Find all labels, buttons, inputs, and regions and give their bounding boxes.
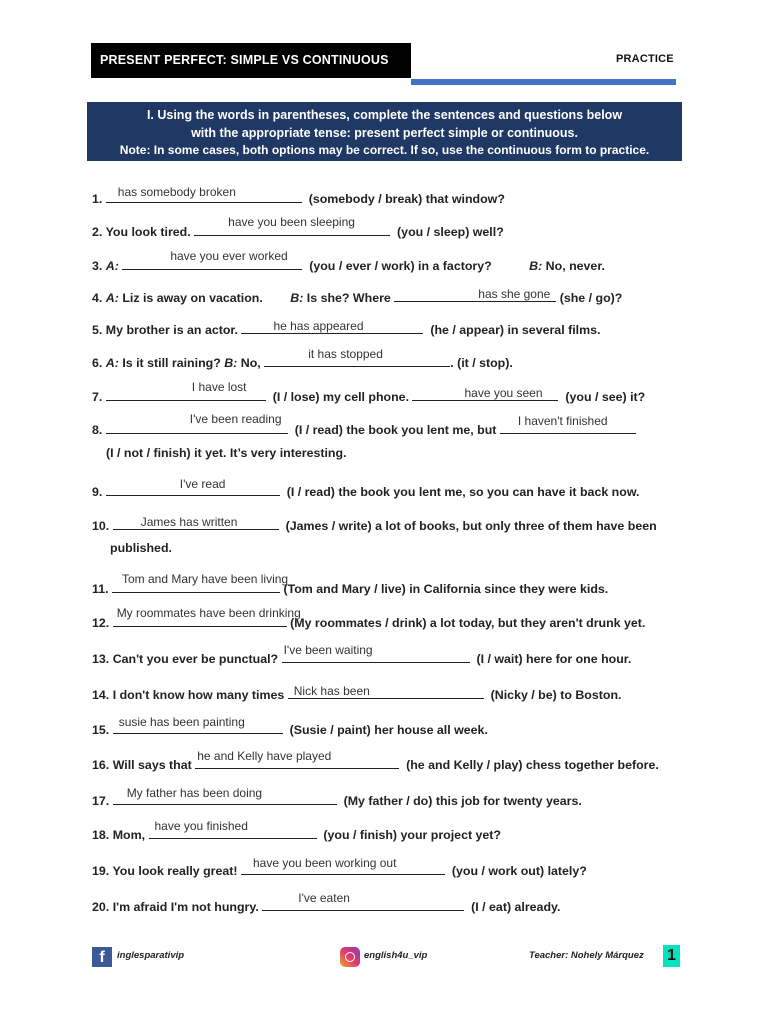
- question-8: [92, 412, 636, 437]
- question-text: Will says that: [112, 758, 192, 772]
- question-text: (I / wait) here for one hour.: [476, 652, 632, 666]
- question-10: [92, 516, 657, 533]
- question-2: [92, 215, 504, 239]
- question-11: [92, 572, 609, 596]
- speaker-a: A:: [105, 356, 119, 370]
- question-8-continued: (I / not / finish) it yet. It’s very interesting.: [106, 446, 347, 460]
- answer-blank[interactable]: [149, 819, 317, 839]
- question-12: [92, 606, 646, 630]
- answer-blank[interactable]: [106, 412, 288, 434]
- instructions-line-1: I. Using the words in parentheses, complete the sentences and questions below: [146, 108, 623, 122]
- question-19: [92, 856, 587, 878]
- question-10-continued: published.: [110, 541, 172, 555]
- question-13: [92, 643, 632, 666]
- question-number: 11.: [92, 582, 109, 596]
- facebook-icon: f: [92, 947, 112, 967]
- answer-text: he has appeared: [273, 319, 364, 333]
- question-20: [92, 891, 561, 914]
- question-text: (you / ever / work) in a factory?: [309, 259, 492, 273]
- header-divider: [411, 79, 676, 85]
- question-text: Liz is away on vacation.: [122, 291, 263, 305]
- answer-text: I've read: [179, 477, 226, 491]
- question-text: (I / read) the book you lent me, but: [294, 423, 497, 437]
- answer-blank[interactable]: [194, 215, 390, 236]
- answer-blank[interactable]: [106, 185, 302, 203]
- question-14: [92, 685, 621, 702]
- question-number: 7.: [92, 390, 103, 404]
- answer-blank[interactable]: [113, 606, 301, 627]
- question-text: (I / read) the book you lent me, so you can have it back now.: [286, 485, 640, 499]
- facebook-handle: inglesparativip: [117, 950, 185, 961]
- answer-text: have you seen: [464, 386, 543, 400]
- question-text: (he and Kelly / play) chess together before.: [406, 758, 659, 772]
- question-text: My brother is an actor.: [105, 323, 238, 337]
- question-number: 17.: [92, 794, 110, 808]
- instructions-line-2: with the appropriate tense: present perfect simple or continuous.: [191, 126, 578, 140]
- question-text: (he / appear) in several films.: [430, 323, 601, 337]
- question-17: [92, 786, 582, 808]
- question-number: 9.: [92, 485, 103, 499]
- answer-text: has she gone: [478, 287, 551, 301]
- question-text: (she / go)?: [559, 291, 623, 305]
- question-text: Is it still raining?: [122, 356, 221, 370]
- answer-text: My father has been doing: [126, 786, 263, 800]
- answer-text: it has stopped: [308, 347, 383, 361]
- question-number: 14.: [92, 688, 110, 702]
- answer-text: I haven't finished: [517, 414, 608, 428]
- answer-blank[interactable]: [122, 249, 302, 270]
- question-text: (you / sleep) well?: [397, 225, 504, 239]
- answer-blank-2[interactable]: [500, 414, 636, 434]
- answer-blank[interactable]: [106, 380, 266, 401]
- answer-blank-2[interactable]: [412, 387, 558, 401]
- instagram-icon: [340, 947, 360, 967]
- answer-text: I have lost: [191, 380, 247, 394]
- question-text: (Susie / paint) her house all week.: [289, 723, 488, 737]
- question-4: [92, 288, 622, 305]
- speaker-a: A:: [105, 259, 119, 273]
- question-9: [92, 477, 640, 499]
- answer-text: he and Kelly have played: [197, 749, 332, 763]
- question-number: 12.: [92, 616, 110, 630]
- speaker-b: B:: [224, 356, 238, 370]
- teacher-name: Teacher: Nohely Márquez: [529, 950, 644, 961]
- answer-blank[interactable]: [195, 749, 399, 769]
- answer-text: I've been waiting: [283, 643, 373, 657]
- question-text: I don't know how many times: [112, 688, 285, 702]
- question-16: [92, 749, 659, 772]
- question-text: No, never.: [545, 259, 605, 273]
- question-text: (you / see) it?: [565, 390, 646, 404]
- question-text: (I / eat) already.: [471, 900, 561, 914]
- answer-text: James has written: [140, 515, 238, 529]
- answer-blank[interactable]: [394, 288, 556, 302]
- answer-blank[interactable]: [241, 320, 423, 334]
- question-text: I'm afraid I'm not hungry.: [112, 900, 259, 914]
- instructions-note: Note: In some cases, both options may be correct. If so, use the continuous form to practice.: [119, 143, 650, 157]
- question-7: [92, 380, 646, 404]
- question-number: 5.: [92, 323, 103, 337]
- question-number: 19.: [92, 864, 110, 878]
- speaker-b: B:: [529, 259, 543, 273]
- speaker-a: A:: [105, 291, 119, 305]
- question-number: 6.: [92, 356, 103, 370]
- answer-blank[interactable]: [106, 477, 280, 496]
- question-number: 4.: [92, 291, 103, 305]
- question-number: 2.: [92, 225, 103, 239]
- answer-blank[interactable]: [113, 516, 279, 530]
- answer-text: have you been sleeping: [228, 215, 355, 229]
- answer-blank[interactable]: [282, 643, 470, 663]
- answer-blank[interactable]: [288, 685, 484, 699]
- page-number: 1: [663, 945, 680, 967]
- question-text: (I / lose) my cell phone.: [272, 390, 410, 404]
- question-number: 15.: [92, 723, 110, 737]
- question-18: [92, 819, 502, 842]
- question-text: (James / write) a lot of books, but only three of them have been: [285, 519, 657, 533]
- question-number: 3.: [92, 259, 103, 273]
- answer-blank[interactable]: [113, 715, 283, 734]
- question-3: [92, 249, 605, 273]
- answer-text: Tom and Mary have been living: [122, 572, 289, 586]
- question-number: 16.: [92, 758, 110, 772]
- question-text: (My roommates / drink) a lot today, but they aren't drunk yet.: [290, 616, 646, 630]
- question-6: [92, 347, 513, 370]
- question-text: . (it / stop).: [450, 356, 513, 370]
- page-title: PRESENT PERFECT: SIMPLE VS CONTINUOUS: [91, 43, 411, 78]
- answer-blank[interactable]: [112, 572, 289, 593]
- answer-text: My roommates have been drinking: [116, 606, 301, 620]
- question-text: You look tired.: [105, 225, 191, 239]
- question-text: No,: [240, 356, 261, 370]
- question-text: Can't you ever be punctual?: [112, 652, 279, 666]
- question-text: (you / work out) lately?: [451, 864, 587, 878]
- answer-blank[interactable]: [264, 347, 450, 367]
- question-text: You look really great!: [112, 864, 238, 878]
- instructions-box: [87, 102, 682, 161]
- question-text: (My father / do) this job for twenty years.: [343, 794, 582, 808]
- question-number: 8.: [92, 423, 103, 437]
- speaker-b: B:: [290, 291, 304, 305]
- answer-blank[interactable]: [241, 856, 445, 875]
- answer-text: I've eaten: [298, 891, 350, 905]
- question-number: 1.: [92, 192, 103, 206]
- question-text: (Nicky / be) to Boston.: [490, 688, 622, 702]
- instagram-handle: english4u_vip: [364, 950, 428, 961]
- question-text: Mom,: [112, 828, 146, 842]
- question-15: [92, 715, 488, 737]
- question-text: (Tom and Mary / live) in California since they were kids.: [283, 582, 609, 596]
- practice-label: PRACTICE: [616, 53, 674, 65]
- question-number: 10.: [92, 519, 110, 533]
- answer-text: susie has been painting: [118, 715, 245, 729]
- answer-text: have you finished: [154, 819, 248, 833]
- question-5: [92, 320, 600, 337]
- answer-text: has somebody broken: [117, 185, 236, 199]
- answer-text: have you been working out: [253, 856, 397, 870]
- question-text: Is she? Where: [306, 291, 391, 305]
- answer-text: I've been reading: [189, 412, 282, 426]
- answer-blank[interactable]: [113, 786, 337, 805]
- question-number: 13.: [92, 652, 110, 666]
- question-text: (you / finish) your project yet?: [323, 828, 502, 842]
- answer-text: have you ever worked: [170, 249, 288, 263]
- question-text: (somebody / break) that window?: [308, 192, 505, 206]
- question-number: 20.: [92, 900, 110, 914]
- answer-text: Nick has been: [293, 684, 370, 698]
- question-1: [92, 185, 505, 206]
- answer-blank[interactable]: [262, 891, 464, 911]
- question-number: 18.: [92, 828, 110, 842]
